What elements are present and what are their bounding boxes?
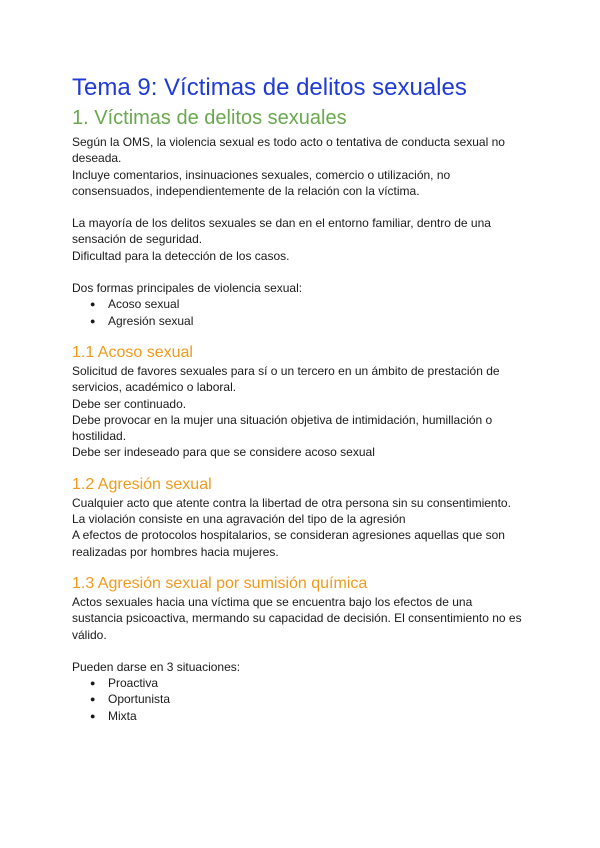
bullet-icon: ●	[90, 315, 96, 326]
bullet-icon: ●	[90, 694, 96, 705]
section-1-2-heading: 1.2 Agresión sexual	[72, 475, 212, 493]
paragraph: Según la OMS, la violencia sexual es todo acto o tentativa de conducta sexual no	[72, 135, 505, 149]
paragraph: deseada.	[72, 151, 122, 166]
paragraph: válido.	[72, 627, 107, 642]
paragraph: sustancia psicoactiva, mermando su capacidad de decisión. El consentimiento no es	[72, 611, 522, 626]
list-item-label: Mixta	[108, 708, 137, 723]
paragraph: Dificultad para la detección de los casos.	[72, 248, 290, 263]
paragraph: A efectos de protocolos hospitalarios, se consideran agresiones aquellas que son	[72, 528, 505, 543]
list-item	[90, 708, 560, 724]
paragraph: realizadas por hombres hacia mujeres.	[72, 544, 279, 559]
paragraph: Debe ser continuado.	[72, 396, 187, 411]
paragraph: Debe ser indeseado para que se considere acoso sexual	[72, 445, 375, 460]
list-item-label: Proactiva	[108, 676, 159, 691]
violence-types-list	[72, 296, 560, 329]
paragraph: Cualquier acto que atente contra la libertad de otra persona sin su consentimiento.	[72, 495, 511, 510]
bullet-icon: ●	[90, 710, 96, 721]
spacer	[72, 643, 560, 659]
paragraph: consensuados, independientemente de la relación con la víctima.	[72, 183, 420, 198]
section-1-1-heading: 1.1 Acoso sexual	[72, 343, 193, 361]
paragraph: servicios, académico o laboral.	[72, 380, 237, 395]
list-item-label: Agresión sexual	[108, 313, 194, 328]
list-item	[90, 675, 560, 691]
paragraph: Actos sexuales hacia una víctima que se encuentra bajo los efectos de una	[72, 594, 473, 609]
paragraph: Debe provocar en la mujer una situación objetiva de intimidación, humillación o	[72, 412, 493, 427]
paragraph: La mayoría de los delitos sexuales se dan en el entorno familiar, dentro de una	[72, 216, 491, 231]
paragraph: La violación consiste en una agravación del tipo de la agresión	[72, 512, 406, 527]
section-1-heading: 1. Víctimas de delitos sexuales	[72, 107, 347, 129]
page-title: Tema 9: Víctimas de delitos sexuales	[72, 74, 467, 101]
bullet-icon: ●	[90, 678, 96, 689]
section-1-3-heading: 1.3 Agresión sexual por sumisión química	[72, 574, 368, 592]
situations-list	[72, 675, 560, 724]
bullet-icon: ●	[90, 299, 96, 310]
list-item	[90, 296, 560, 312]
list-item-label: Acoso sexual	[108, 297, 180, 312]
paragraph: Solicitud de favores sexuales para sí o un tercero en un ámbito de prestación de	[72, 363, 500, 378]
list-item-label: Oportunista	[108, 692, 171, 707]
list-item	[90, 691, 560, 707]
list-item	[90, 313, 560, 329]
spacer	[72, 264, 560, 280]
paragraph: Pueden darse en 3 situaciones:	[72, 659, 241, 674]
paragraph: Dos formas principales de violencia sexual:	[72, 281, 303, 296]
paragraph: Incluye comentarios, insinuaciones sexuales, comercio o utilización, no	[72, 167, 451, 182]
paragraph: hostilidad.	[72, 429, 127, 444]
spacer	[72, 199, 560, 215]
paragraph: sensación de seguridad.	[72, 232, 203, 247]
